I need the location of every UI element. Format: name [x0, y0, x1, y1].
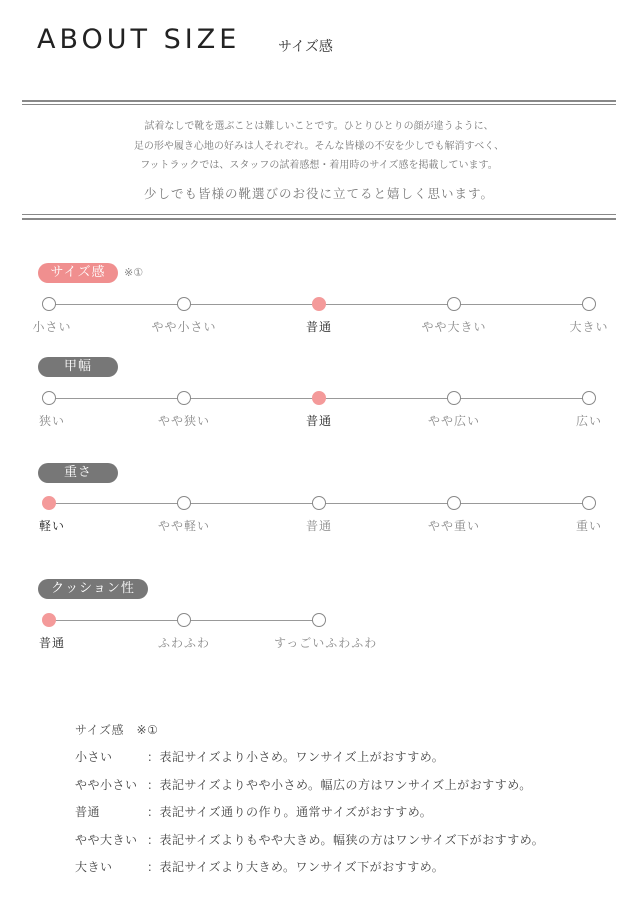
- scale-point: [42, 391, 56, 405]
- divider-top-2: [22, 104, 616, 105]
- scale-point: [312, 613, 326, 627]
- divider-bottom-2: [22, 218, 616, 220]
- scale-option-label: やや大きい: [421, 320, 487, 334]
- legend-desc: ：表記サイズよりもやや大きめ。幅狭の方はワンサイズ下がおすすめ。: [147, 833, 545, 847]
- scale-option-label: やや軽い: [157, 519, 210, 533]
- scale-point: [447, 391, 461, 405]
- legend-desc: ：表記サイズより大きめ。ワンサイズ下がおすすめ。: [147, 860, 445, 874]
- intro-closing: 少しでも皆様の靴選びのお役に立てると嬉しく思います。: [143, 186, 494, 201]
- page-title: ABOUT SIZE: [37, 24, 241, 55]
- scale-point: [177, 496, 191, 510]
- scale-option-label: 大きい: [569, 320, 609, 334]
- scale-option-label: やや狭い: [157, 414, 210, 428]
- scale-label: 重さ: [38, 463, 118, 483]
- legend-term: 大きい: [75, 860, 113, 874]
- scale-option-label: ふわふわ: [157, 636, 210, 650]
- intro-line: 足の形や履き心地の好みは人それぞれ。そんな皆様の不安を少しでも解消すべく、: [133, 141, 505, 152]
- scale-option-label: やや重い: [427, 519, 480, 533]
- scale-option-label: 普通: [38, 636, 65, 650]
- scale-option-label: 狭い: [38, 414, 65, 428]
- scale-point: [447, 297, 461, 311]
- scale-option-label: やや広い: [427, 414, 480, 428]
- legend-term: やや小さい: [75, 778, 138, 792]
- divider-bottom-1: [22, 214, 616, 215]
- legend-desc: ：表記サイズ通りの作り。通常サイズがおすすめ。: [147, 805, 433, 819]
- scale-point: [312, 391, 326, 405]
- scale-point: [177, 297, 191, 311]
- scale-option-label: 普通: [305, 414, 332, 428]
- scale-point: [447, 496, 461, 510]
- scale-option-label: 重い: [575, 519, 602, 533]
- scale-option-label: 普通: [305, 320, 332, 334]
- legend-term: 普通: [75, 805, 101, 819]
- scale-point: [42, 297, 56, 311]
- scale-note: ※①: [124, 266, 144, 279]
- scale-option-label: すっごいふわふわ: [274, 636, 378, 650]
- legend-desc: ：表記サイズよりやや小さめ。幅広の方はワンサイズ上がおすすめ。: [147, 778, 532, 792]
- legend-row: [75, 803, 432, 820]
- scale-option-label: 小さい: [32, 320, 72, 334]
- legend-title: サイズ感 ※①: [75, 723, 159, 737]
- scale-point: [177, 391, 191, 405]
- scale-point: [582, 496, 596, 510]
- legend-row: [75, 858, 444, 875]
- intro-line: 試着なしで靴を選ぶことは難しいことです。ひとりひとりの顔が違うように、: [144, 121, 494, 132]
- intro-line: フットラックでは、スタッフの試着感想・着用時のサイズ感を掲載しています。: [140, 160, 498, 171]
- scale-point: [312, 496, 326, 510]
- legend-term: やや大きい: [75, 833, 138, 847]
- scale-point: [177, 613, 191, 627]
- scale-label: 甲幅: [38, 357, 118, 377]
- legend-row: [75, 776, 532, 793]
- scale-point: [312, 297, 326, 311]
- legend-row: [75, 748, 444, 765]
- scale-label: クッション性: [38, 579, 148, 599]
- legend-row: [75, 831, 544, 848]
- scale-point: [42, 613, 56, 627]
- page-subtitle: サイズ感: [278, 39, 333, 55]
- scale-option-label: やや小さい: [151, 320, 217, 334]
- scale-point: [42, 496, 56, 510]
- scale-point: [582, 297, 596, 311]
- legend-term: 小さい: [75, 750, 113, 764]
- scale-option-label: 普通: [305, 519, 332, 533]
- scale-point: [582, 391, 596, 405]
- legend-desc: ：表記サイズより小さめ。ワンサイズ上がおすすめ。: [147, 750, 445, 764]
- scale-label: サイズ感: [38, 263, 118, 283]
- divider-top-1: [22, 100, 616, 102]
- scale-option-label: 軽い: [38, 519, 65, 533]
- scale-option-label: 広い: [575, 414, 602, 428]
